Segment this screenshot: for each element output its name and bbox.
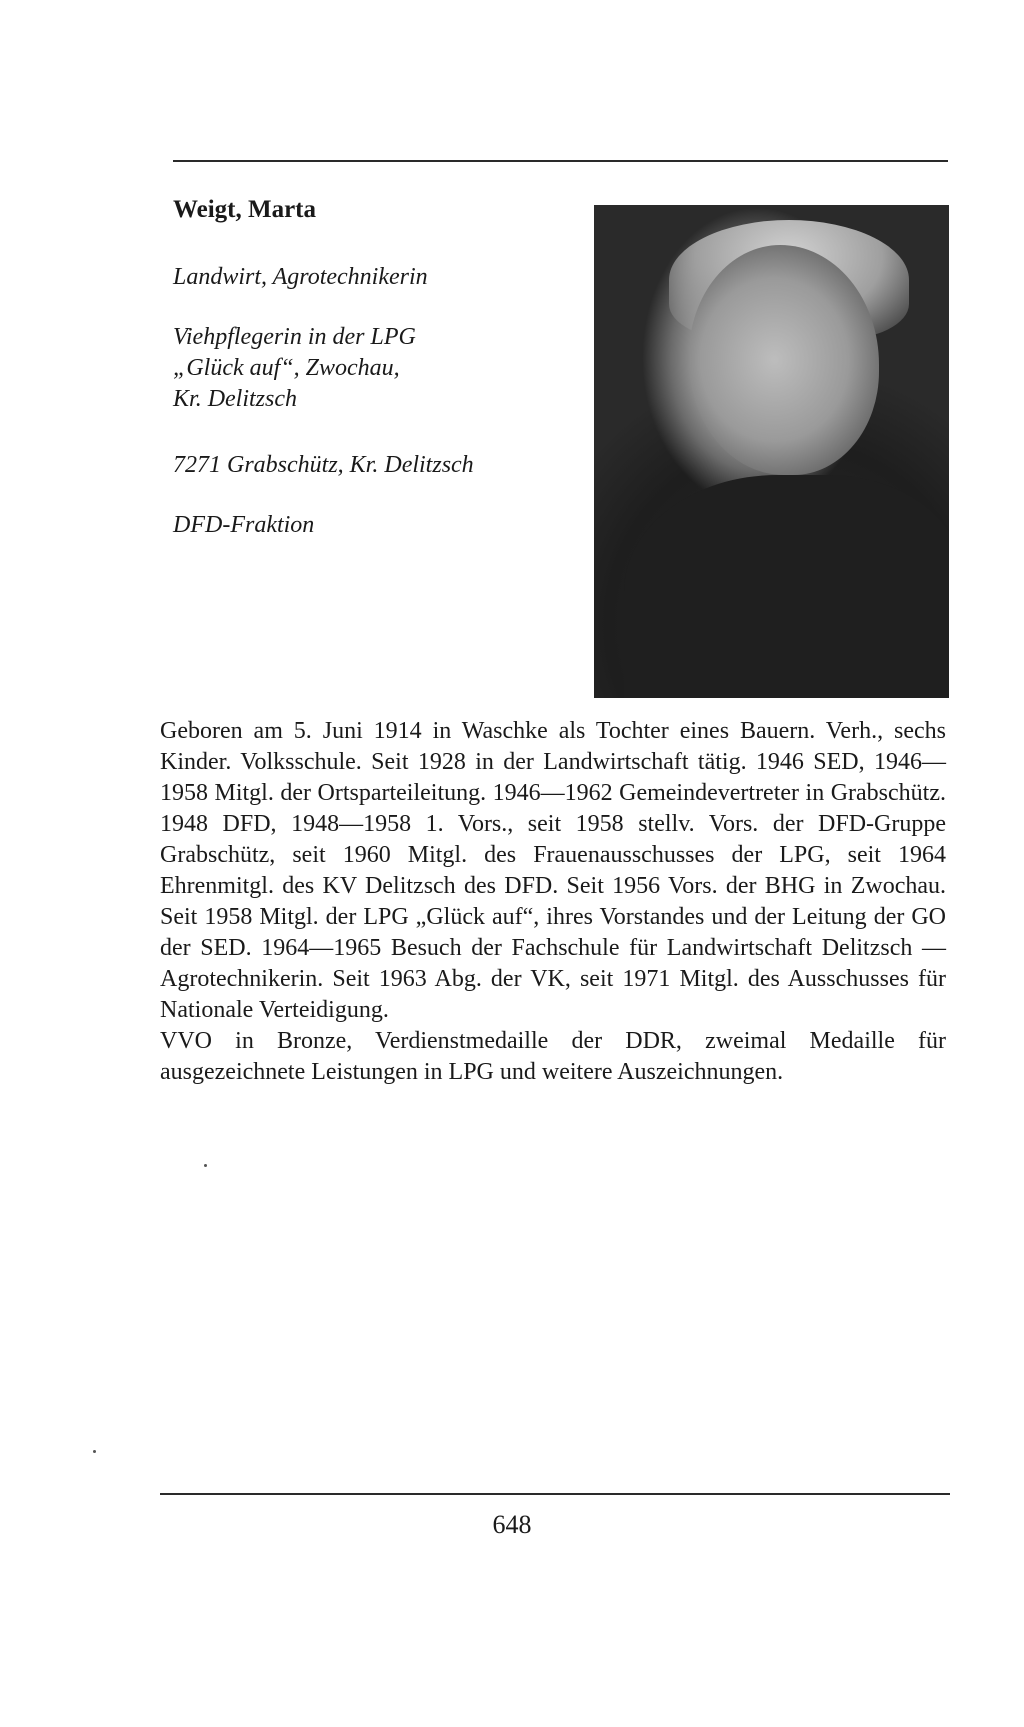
- person-name: Weigt, Marta: [173, 196, 317, 223]
- biography-paragraph: Geboren am 5. Juni 1914 in Waschke als Tochter eines Bauern. Verh., sechs Kinder. Volksschule. Seit 1928 in der Landwirtschaft tätig. 1946 SED, 1946—1958 Mitgl. der Ortsparteileitung. 1946—1962 Gemeindevertreter in Grabschütz. 1948 DFD, 1948—1958 1. Vors., seit 1958 stellv. Vors. der DFD-Gruppe Grabschütz, seit 1960 Mitgl. des Frauenausschusses der LPG, seit 1964 Ehrenmitgl. des KV Delitzsch des DFD. Seit 1956 Vors. der BHG in Zwochau. Seit 1958 Mitgl. der LPG „Glück auf“, ihres Vorstandes und der Leitung der GO der SED. 1964—1965 Besuch der Fachschule für Landwirtschaft Delitzsch — Agrotechnikerin. Seit 1963 Abg. der VK, seit 1971 Mitgl. des Ausschusses für Nationale Verteidigung.: [160, 718, 946, 1023]
- scan-speck: [204, 1164, 207, 1167]
- portrait-clothing: [624, 475, 949, 698]
- scan-speck: [93, 1450, 96, 1453]
- page-number: 648: [492, 1510, 532, 1539]
- profession-line: Landwirt, Agrotechnikerin: [173, 264, 428, 290]
- awards-paragraph: VVO in Bronze, Verdienstmedaille der DDR, zweimal Medaille für ausgezeichnete Leistungen in LPG und weitere Auszeichnungen.: [160, 1028, 946, 1085]
- address-line: 7271 Grabschütz, Kr. Delitzsch: [173, 452, 474, 478]
- biography: [160, 716, 946, 1088]
- fraction-line: DFD-Fraktion: [173, 512, 315, 538]
- bottom-rule: [160, 1493, 950, 1495]
- position-line: Viehpflegerin in der LPG „Glück auf“, Zwochau, Kr. Delitzsch: [173, 324, 416, 412]
- top-rule: [173, 160, 948, 162]
- portrait-photo: [594, 205, 949, 698]
